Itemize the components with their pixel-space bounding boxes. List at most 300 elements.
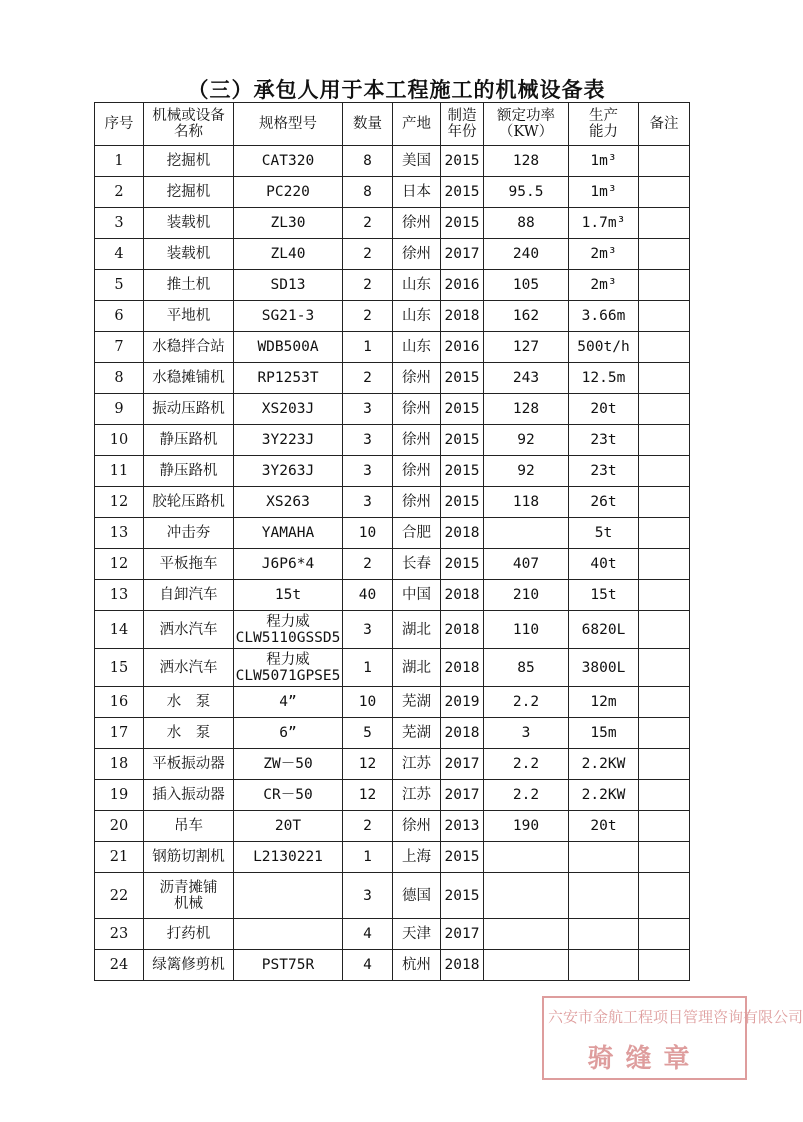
cell-note <box>639 649 690 687</box>
cell-equipment-name-line: 水 泵 <box>166 725 211 741</box>
table-row <box>95 363 690 394</box>
cell-origin: 徐州 <box>393 394 441 425</box>
cell-equipment-name-line: 插入振动器 <box>152 787 225 803</box>
page-title: （三）承包人用于本工程施工的机械设备表 <box>187 77 606 102</box>
cell-year: 2015 <box>441 146 484 177</box>
cell-origin: 江苏 <box>393 780 441 811</box>
header-model-line: 规格型号 <box>259 116 317 132</box>
cell-power: 190 <box>484 811 569 842</box>
cell-quantity: 40 <box>343 580 393 611</box>
cell-equipment-name <box>144 270 234 301</box>
cell-quantity: 8 <box>343 177 393 208</box>
cell-model-line: RP1253T <box>257 370 319 386</box>
cell-power: 127 <box>484 332 569 363</box>
header-model <box>234 103 343 146</box>
cell-origin: 徐州 <box>393 487 441 518</box>
cell-capacity <box>569 873 639 919</box>
cell-note <box>639 687 690 718</box>
cell-equipment-name <box>144 549 234 580</box>
cell-equipment-name-line: 水 泵 <box>166 694 211 710</box>
cell-origin: 长春 <box>393 549 441 580</box>
table-row <box>95 301 690 332</box>
cell-year: 2015 <box>441 842 484 873</box>
cell-note <box>639 425 690 456</box>
cell-note <box>639 580 690 611</box>
table-row <box>95 718 690 749</box>
cell-quantity: 2 <box>343 549 393 580</box>
cell-model-line: 15t <box>274 587 302 603</box>
cell-equipment-name <box>144 425 234 456</box>
cell-model <box>234 749 343 780</box>
cell-capacity: 26t <box>569 487 639 518</box>
cell-equipment-name <box>144 177 234 208</box>
cell-note <box>639 950 690 981</box>
cell-capacity <box>569 842 639 873</box>
cell-origin: 徐州 <box>393 239 441 270</box>
cell-equipment-name <box>144 456 234 487</box>
cell-note <box>639 456 690 487</box>
cell-origin: 杭州 <box>393 950 441 981</box>
cell-equipment-name <box>144 919 234 950</box>
cell-capacity: 20t <box>569 811 639 842</box>
cell-equipment-name <box>144 873 234 919</box>
cell-equipment-name-line: 绿篱修剪机 <box>152 957 225 973</box>
cell-model <box>234 611 343 649</box>
cell-origin: 芜湖 <box>393 718 441 749</box>
cell-equipment-name <box>144 208 234 239</box>
cell-model <box>234 780 343 811</box>
cell-origin: 上海 <box>393 842 441 873</box>
cell-equipment-name-line: 洒水汽车 <box>159 621 218 638</box>
seam-seal-stamp <box>542 996 803 1080</box>
cell-quantity: 1 <box>343 332 393 363</box>
cell-quantity: 1 <box>343 842 393 873</box>
cell-no: 18 <box>95 749 144 780</box>
cell-power <box>484 842 569 873</box>
cell-capacity: 5t <box>569 518 639 549</box>
cell-model <box>234 363 343 394</box>
cell-power: 92 <box>484 456 569 487</box>
cell-equipment-name-line: 静压路机 <box>159 463 218 479</box>
cell-equipment-name-line: 钢筋切割机 <box>152 849 225 865</box>
cell-note <box>639 749 690 780</box>
cell-quantity: 12 <box>343 749 393 780</box>
cell-equipment-name-line: 装载机 <box>166 246 211 262</box>
stamp-company-text: 六安市金航工程项目管理咨询有限公司 <box>548 1008 803 1026</box>
table-row <box>95 811 690 842</box>
table-row <box>95 842 690 873</box>
cell-year: 2018 <box>441 580 484 611</box>
cell-power: 2.2 <box>484 749 569 780</box>
cell-capacity <box>569 919 639 950</box>
cell-note <box>639 270 690 301</box>
cell-quantity: 2 <box>343 208 393 239</box>
cell-quantity: 3 <box>343 487 393 518</box>
cell-quantity: 4 <box>343 950 393 981</box>
cell-equipment-name-line: 水稳拌合站 <box>152 339 225 355</box>
cell-no: 7 <box>95 332 144 363</box>
cell-model-line: PC220 <box>266 184 310 200</box>
header-power <box>484 103 569 146</box>
cell-model-line: XS203J <box>261 401 315 417</box>
table-row <box>95 919 690 950</box>
cell-model <box>234 549 343 580</box>
header-year <box>441 103 484 146</box>
cell-capacity: 23t <box>569 425 639 456</box>
table-row <box>95 146 690 177</box>
cell-year: 2016 <box>441 270 484 301</box>
cell-no: 1 <box>95 146 144 177</box>
cell-no: 11 <box>95 456 144 487</box>
cell-model-line: ZL30 <box>270 215 306 231</box>
cell-no: 12 <box>95 549 144 580</box>
cell-note <box>639 518 690 549</box>
cell-year: 2015 <box>441 363 484 394</box>
cell-power: 95.5 <box>484 177 569 208</box>
cell-no: 15 <box>95 649 144 687</box>
cell-equipment-name-line: 平地机 <box>166 308 211 324</box>
cell-model-line: 6” <box>279 725 297 741</box>
cell-model-line: XS263 <box>266 494 310 510</box>
cell-note <box>639 549 690 580</box>
equipment-table <box>94 102 690 981</box>
cell-equipment-name <box>144 842 234 873</box>
cell-power: 88 <box>484 208 569 239</box>
cell-quantity: 2 <box>343 301 393 332</box>
table-row <box>95 425 690 456</box>
cell-equipment-name-line: 打药机 <box>166 926 211 942</box>
cell-model <box>234 146 343 177</box>
cell-model <box>234 580 343 611</box>
cell-equipment-name <box>144 580 234 611</box>
cell-model <box>234 456 343 487</box>
cell-model <box>234 332 343 363</box>
table-row <box>95 332 690 363</box>
cell-equipment-name <box>144 811 234 842</box>
cell-no: 6 <box>95 301 144 332</box>
header-power-line: （KW） <box>498 124 554 140</box>
cell-model-line: WDB500A <box>257 339 319 355</box>
cell-no: 19 <box>95 780 144 811</box>
cell-model-line: ZW－50 <box>263 756 313 772</box>
header-no-line: 序号 <box>104 116 134 132</box>
cell-quantity: 5 <box>343 718 393 749</box>
cell-quantity: 4 <box>343 919 393 950</box>
cell-no: 16 <box>95 687 144 718</box>
cell-no: 21 <box>95 842 144 873</box>
cell-note <box>639 780 690 811</box>
cell-capacity: 15t <box>569 580 639 611</box>
cell-capacity: 500t/h <box>569 332 639 363</box>
cell-model-line: 20T <box>274 818 302 834</box>
cell-capacity: 2m³ <box>569 239 639 270</box>
cell-year: 2018 <box>441 950 484 981</box>
table-row <box>95 687 690 718</box>
header-name-line: 名称 <box>174 124 203 140</box>
cell-no: 22 <box>95 873 144 919</box>
cell-equipment-name-line: 洒水汽车 <box>159 659 218 676</box>
table-row <box>95 950 690 981</box>
header-origin <box>393 103 441 146</box>
cell-capacity: 1.7m³ <box>569 208 639 239</box>
cell-equipment-name <box>144 332 234 363</box>
cell-equipment-name <box>144 611 234 649</box>
cell-capacity: 20t <box>569 394 639 425</box>
cell-year: 2015 <box>441 208 484 239</box>
cell-model <box>234 301 343 332</box>
cell-year: 2015 <box>441 873 484 919</box>
cell-model-line: 3Y223J <box>261 432 315 448</box>
cell-year: 2013 <box>441 811 484 842</box>
cell-note <box>639 487 690 518</box>
cell-equipment-name-line: 静压路机 <box>159 432 218 448</box>
header-year-line: 年份 <box>447 124 477 140</box>
cell-model <box>234 239 343 270</box>
cell-model <box>234 487 343 518</box>
cell-quantity: 8 <box>343 146 393 177</box>
cell-year: 2018 <box>441 649 484 687</box>
cell-note <box>639 301 690 332</box>
cell-year: 2018 <box>441 518 484 549</box>
cell-model <box>234 208 343 239</box>
cell-note <box>639 873 690 919</box>
cell-quantity: 3 <box>343 873 393 919</box>
cell-quantity: 12 <box>343 780 393 811</box>
cell-equipment-name-line: 推土机 <box>166 277 211 293</box>
cell-origin: 湖北 <box>393 611 441 649</box>
cell-note <box>639 842 690 873</box>
cell-origin: 日本 <box>393 177 441 208</box>
header-capacity-line: 生产 <box>589 108 618 124</box>
header-capacity-line: 能力 <box>589 124 618 140</box>
cell-year: 2018 <box>441 718 484 749</box>
cell-model-line: CLW5071GPSE5 <box>235 667 341 684</box>
cell-model-line: CAT320 <box>261 153 315 169</box>
cell-origin: 芜湖 <box>393 687 441 718</box>
cell-equipment-name-line: 平板振动器 <box>152 756 225 772</box>
cell-origin: 徐州 <box>393 425 441 456</box>
cell-equipment-name <box>144 950 234 981</box>
cell-note <box>639 718 690 749</box>
cell-origin: 徐州 <box>393 456 441 487</box>
table-row <box>95 394 690 425</box>
cell-no: 4 <box>95 239 144 270</box>
cell-power <box>484 919 569 950</box>
cell-model-line: CLW5110GSSD5 <box>235 629 341 646</box>
cell-model-line: L2130221 <box>253 849 323 865</box>
cell-model <box>234 649 343 687</box>
header-name-line: 机械或设备 <box>152 108 225 124</box>
cell-power: 2.2 <box>484 780 569 811</box>
cell-capacity: 6820L <box>569 611 639 649</box>
cell-model-line: SD13 <box>270 277 306 293</box>
header-note-line: 备注 <box>649 116 679 132</box>
cell-year: 2015 <box>441 177 484 208</box>
cell-model <box>234 718 343 749</box>
cell-note <box>639 363 690 394</box>
cell-year: 2018 <box>441 611 484 649</box>
cell-year: 2015 <box>441 487 484 518</box>
table-row <box>95 518 690 549</box>
cell-year: 2015 <box>441 394 484 425</box>
cell-equipment-name-line: 自卸汽车 <box>159 587 218 603</box>
cell-equipment-name-line: 振动压路机 <box>152 401 225 417</box>
cell-note <box>639 811 690 842</box>
table-body <box>95 146 690 981</box>
cell-no: 13 <box>95 580 144 611</box>
cell-no: 12 <box>95 487 144 518</box>
cell-model-line: J6P6*4 <box>261 556 315 572</box>
header-note <box>639 103 690 146</box>
header-name <box>144 103 234 146</box>
cell-equipment-name-line: 吊车 <box>174 818 203 834</box>
cell-no: 17 <box>95 718 144 749</box>
cell-no: 5 <box>95 270 144 301</box>
cell-model <box>234 394 343 425</box>
cell-equipment-name <box>144 749 234 780</box>
cell-origin: 山东 <box>393 301 441 332</box>
cell-quantity: 3 <box>343 425 393 456</box>
cell-note <box>639 611 690 649</box>
cell-model-line: SG21-3 <box>261 308 315 324</box>
cell-quantity: 3 <box>343 456 393 487</box>
cell-no: 10 <box>95 425 144 456</box>
table-row <box>95 208 690 239</box>
header-capacity <box>569 103 639 146</box>
cell-equipment-name-line: 挖掘机 <box>166 153 211 169</box>
cell-power <box>484 873 569 919</box>
cell-equipment-name <box>144 487 234 518</box>
cell-no: 20 <box>95 811 144 842</box>
cell-year: 2017 <box>441 239 484 270</box>
header-qty-line: 数量 <box>353 116 382 132</box>
cell-equipment-name <box>144 301 234 332</box>
cell-no: 13 <box>95 518 144 549</box>
header-no <box>95 103 144 146</box>
cell-no: 8 <box>95 363 144 394</box>
table-row <box>95 487 690 518</box>
header-qty <box>343 103 393 146</box>
cell-origin: 山东 <box>393 270 441 301</box>
cell-origin: 山东 <box>393 332 441 363</box>
cell-quantity: 2 <box>343 270 393 301</box>
cell-model-line: 程力威 <box>266 651 310 668</box>
cell-capacity: 3.66m <box>569 301 639 332</box>
cell-model <box>234 270 343 301</box>
table-header-row <box>95 103 690 146</box>
header-year-line: 制造 <box>447 108 477 124</box>
cell-power: 92 <box>484 425 569 456</box>
cell-equipment-name <box>144 363 234 394</box>
cell-note <box>639 394 690 425</box>
cell-quantity: 3 <box>343 611 393 649</box>
cell-equipment-name <box>144 239 234 270</box>
cell-no: 2 <box>95 177 144 208</box>
cell-quantity: 10 <box>343 687 393 718</box>
cell-year: 2017 <box>441 780 484 811</box>
cell-equipment-name-line: 沥青摊铺 <box>159 879 218 896</box>
cell-capacity: 15m <box>569 718 639 749</box>
cell-capacity: 2.2KW <box>569 749 639 780</box>
cell-model-line: PST75R <box>261 957 315 973</box>
cell-note <box>639 332 690 363</box>
cell-model <box>234 950 343 981</box>
cell-quantity: 2 <box>343 363 393 394</box>
cell-model <box>234 873 343 919</box>
cell-model-line: 程力威 <box>266 613 310 630</box>
table-row <box>95 749 690 780</box>
cell-power: 243 <box>484 363 569 394</box>
cell-no: 9 <box>95 394 144 425</box>
cell-origin: 徐州 <box>393 811 441 842</box>
cell-note <box>639 177 690 208</box>
table-row <box>95 611 690 649</box>
cell-capacity: 23t <box>569 456 639 487</box>
cell-origin: 湖北 <box>393 649 441 687</box>
cell-capacity: 2.2KW <box>569 780 639 811</box>
table-row <box>95 780 690 811</box>
table-row <box>95 873 690 919</box>
cell-equipment-name-line: 平板拖车 <box>159 556 218 572</box>
cell-model <box>234 518 343 549</box>
cell-power: 407 <box>484 549 569 580</box>
cell-no: 3 <box>95 208 144 239</box>
cell-model-line: CR－50 <box>263 787 313 803</box>
cell-equipment-name-line: 水稳摊铺机 <box>152 370 225 386</box>
cell-capacity <box>569 950 639 981</box>
cell-power: 128 <box>484 394 569 425</box>
cell-note <box>639 146 690 177</box>
cell-power: 105 <box>484 270 569 301</box>
cell-equipment-name <box>144 518 234 549</box>
table-row <box>95 177 690 208</box>
cell-capacity: 3800L <box>569 649 639 687</box>
cell-model-line: 4” <box>279 694 297 710</box>
cell-model <box>234 811 343 842</box>
table-row <box>95 580 690 611</box>
table-row <box>95 270 690 301</box>
cell-model <box>234 425 343 456</box>
cell-origin: 美国 <box>393 146 441 177</box>
cell-note <box>639 208 690 239</box>
cell-origin: 德国 <box>393 873 441 919</box>
cell-equipment-name-line: 胶轮压路机 <box>152 494 225 510</box>
cell-no: 23 <box>95 919 144 950</box>
cell-note <box>639 239 690 270</box>
cell-model <box>234 687 343 718</box>
cell-power: 240 <box>484 239 569 270</box>
cell-model-line: 3Y263J <box>261 463 315 479</box>
cell-note <box>639 919 690 950</box>
cell-year: 2017 <box>441 749 484 780</box>
cell-no: 14 <box>95 611 144 649</box>
cell-capacity: 2m³ <box>569 270 639 301</box>
cell-power: 3 <box>484 718 569 749</box>
cell-capacity: 12m <box>569 687 639 718</box>
cell-year: 2015 <box>441 425 484 456</box>
cell-year: 2015 <box>441 549 484 580</box>
cell-year: 2018 <box>441 301 484 332</box>
cell-model <box>234 842 343 873</box>
cell-equipment-name <box>144 780 234 811</box>
cell-equipment-name-line: 挖掘机 <box>166 184 211 200</box>
cell-year: 2019 <box>441 687 484 718</box>
cell-equipment-name <box>144 649 234 687</box>
table-row <box>95 456 690 487</box>
cell-equipment-name <box>144 146 234 177</box>
cell-quantity: 1 <box>343 649 393 687</box>
stamp-seal-text: 骑缝章 <box>587 1044 702 1074</box>
